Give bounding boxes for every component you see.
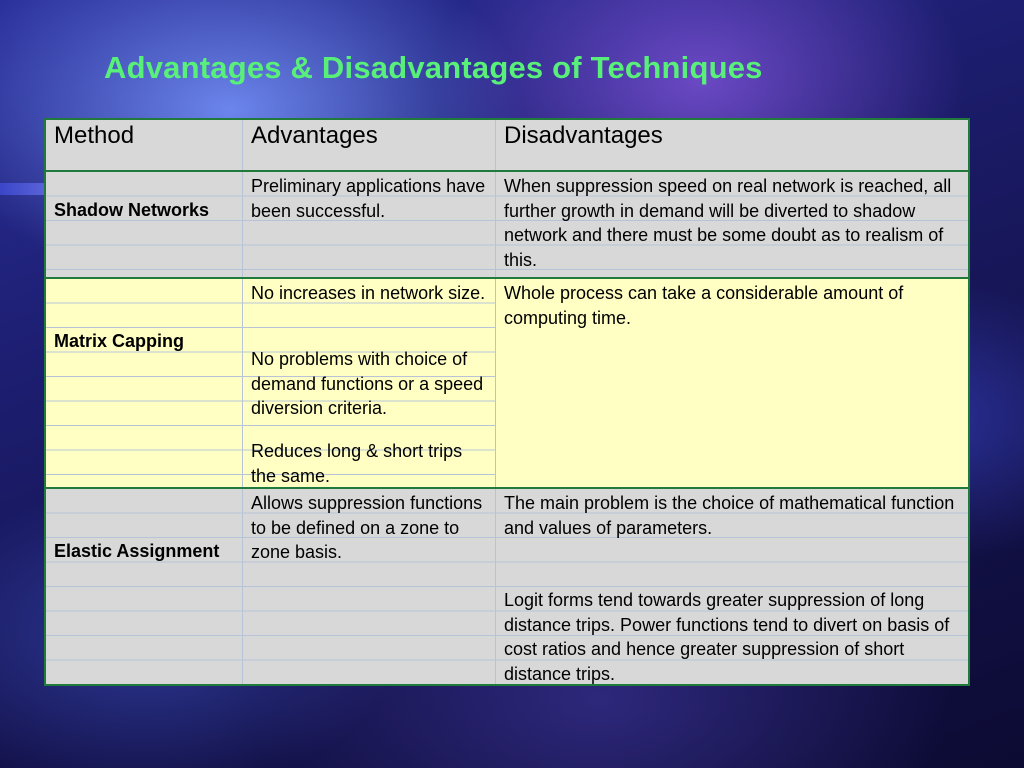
- disadvantage-text: Logit forms tend towards greater suppression of long distance trips. Power functions tend to divert on basis of cost ratios and hence greater suppression of short distance trips.: [504, 590, 950, 684]
- advantage-text: Preliminary applications have been successful.: [251, 176, 486, 221]
- table-row-elastic-assignment: [46, 489, 968, 684]
- method-cell: [46, 279, 243, 487]
- slide-title: Advantages & Disadvantages of Techniques: [104, 50, 763, 85]
- header-cell-advantages: [243, 120, 496, 170]
- method-cell: [46, 489, 243, 684]
- disadvantages-cell: [496, 172, 968, 277]
- table-row-matrix-capping: [46, 279, 968, 489]
- disadvantages-cell: [496, 279, 968, 487]
- table-row-shadow-networks: [46, 172, 968, 279]
- header-cell-method: [46, 120, 243, 170]
- header-disadvantages: Disadvantages: [504, 122, 663, 149]
- advantage-text: No increases in network size.: [251, 283, 486, 303]
- method-cell: [46, 172, 243, 277]
- header-method: Method: [54, 122, 135, 149]
- decorative-side-bar: [0, 183, 46, 195]
- method-name: Elastic Assignment: [54, 541, 220, 561]
- method-name: Matrix Capping: [54, 331, 185, 351]
- advantages-cell: [243, 489, 496, 684]
- table-header-row: [46, 120, 968, 172]
- advantages-cell: [243, 172, 496, 277]
- disadvantage-text: When suppression speed on real network is reached, all further growth in demand will be diverted to shadow network and there must be some doubt as to realism of this.: [504, 176, 952, 270]
- advantage-text: Allows suppression functions to be defined on a zone to zone basis.: [251, 493, 483, 562]
- header-cell-disadvantages: [496, 120, 968, 170]
- disadvantage-text: Whole process can take a considerable amount of computing time.: [504, 283, 904, 328]
- header-advantages: Advantages: [251, 122, 378, 149]
- disadvantages-cell: [496, 489, 968, 684]
- disadvantage-text: The main problem is the choice of mathematical function and values of parameters.: [504, 493, 955, 538]
- advantage-text: Reduces long & short trips the same.: [251, 441, 463, 486]
- advantage-text: No problems with choice of demand functions or a speed diversion criteria.: [251, 349, 484, 418]
- method-name: Shadow Networks: [54, 200, 210, 220]
- advantages-cell: [243, 279, 496, 487]
- techniques-table: [44, 118, 970, 686]
